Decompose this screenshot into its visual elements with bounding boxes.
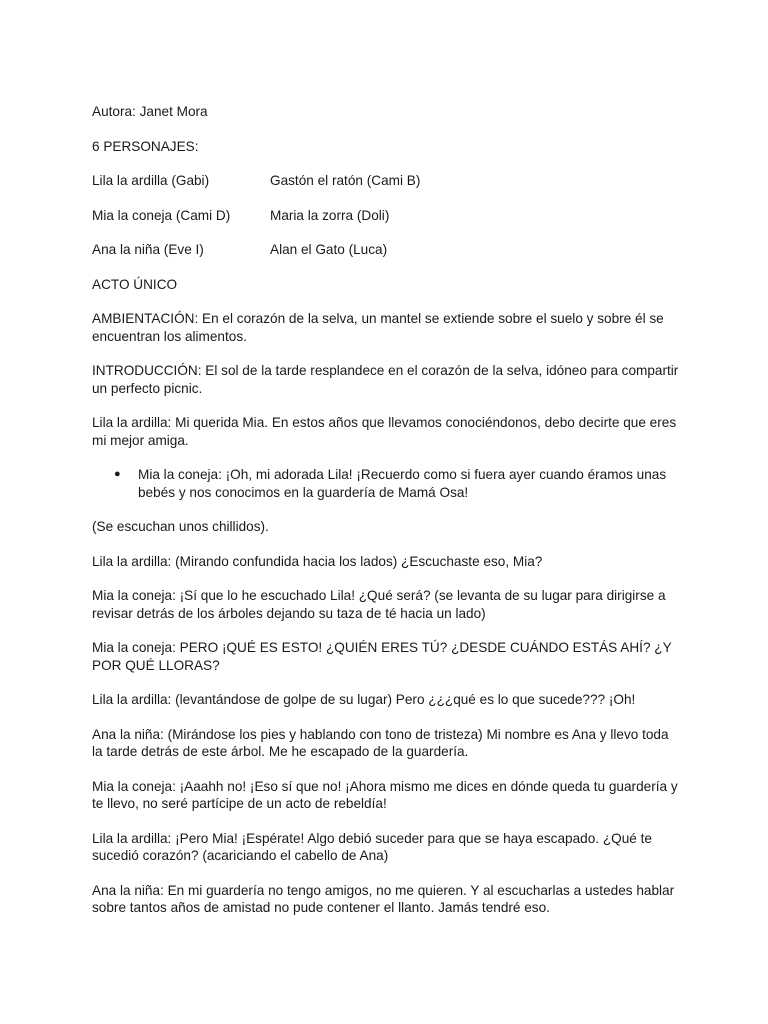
cast-left: Lila la ardilla (Gabi) [92, 173, 210, 188]
dialogue-line: Lila la ardilla: (Mirando confundida hacia los lados) ¿Escuchaste eso, Mia? [92, 553, 543, 569]
setting-paragraph: AMBIENTACIÓN: En el corazón de la selva, un mantel se extiende sobre el suelo y sobre él se encuentran los alimentos. [92, 311, 664, 344]
cast-left: Mia la coneja (Cami D) [92, 207, 231, 223]
dialogue-line: Lila la ardilla: ¡Pero Mia! ¡Espérate! Algo debió suceder para que se haya escapado. ¿Qué te sucedió corazón? (acariciando el cabello de Ana) [92, 830, 652, 863]
characters-heading: 6 PERSONAJES: [92, 138, 199, 154]
introduction-paragraph: INTRODUCCIÓN: El sol de la tarde resplandece en el corazón de la selva, idóneo para compartir un perfecto picnic. [92, 363, 679, 396]
document-page [92, 103, 682, 934]
cast-left: Ana la niña (Eve I) [92, 242, 204, 257]
dialogue-line: Ana la niña: (Mirándose los pies y hablando con tono de tristeza) Mi nombre es Ana y llevo toda la tarde detrás de este árbol. Me he escapado de la guardería. [92, 726, 669, 759]
bullet-dot-icon: ● [114, 468, 121, 480]
dialogue-line: Mia la coneja: ¡Oh, mi adorada Lila! ¡Recuerdo como si fuera ayer cuando éramos unas bebés y nos conocimos en la guardería de Mamá Osa! [138, 467, 667, 500]
bullet-item [92, 466, 682, 501]
stage-direction: (Se escuchan unos chillidos). [92, 519, 269, 534]
cast-right: Alan el Gato (Luca) [270, 242, 388, 257]
dialogue-line: Lila la ardilla: Mi querida Mia. En estos años que llevamos conociéndonos, debo decirte que eres mi mejor amiga. [92, 415, 677, 448]
act-heading: ACTO ÚNICO [92, 276, 178, 292]
cast-row [92, 241, 682, 259]
cast-row [92, 172, 682, 190]
cast-right: Maria la zorra (Doli) [270, 207, 390, 223]
dialogue-line: Mia la coneja: ¡Aaahh no! ¡Eso sí que no! ¡Ahora mismo me dices en dónde queda tu guardería y te llevo, no seré partícipe de un acto de rebeldía! [92, 778, 678, 811]
dialogue-line: Ana la niña: En mi guardería no tengo amigos, no me quieren. Y al escucharlas a ustedes hablar sobre tantos años de amistad no pude contener el llanto. Jamás tendré eso. [92, 882, 675, 915]
dialogue-line: Mia la coneja: ¡Sí que lo he escuchado Lila! ¿Qué será? (se levanta de su lugar para dirigirse a revisar detrás de los árboles dejando su taza de té hacia un lado) [92, 588, 666, 621]
cast-row [92, 207, 682, 225]
author-line: Autora: Janet Mora [92, 104, 208, 119]
dialogue-line: Mia la coneja: PERO ¡QUÉ ES ESTO! ¿QUIÉN ERES TÚ? ¿DESDE CUÁNDO ESTÁS AHÍ? ¿Y POR QUÉ LLORAS? [92, 640, 672, 673]
cast-right: Gastón el ratón (Cami B) [270, 173, 421, 188]
dialogue-line: Lila la ardilla: (levantándose de golpe de su lugar) Pero ¿¿¿qué es lo que sucede??? ¡Oh! [92, 692, 636, 707]
